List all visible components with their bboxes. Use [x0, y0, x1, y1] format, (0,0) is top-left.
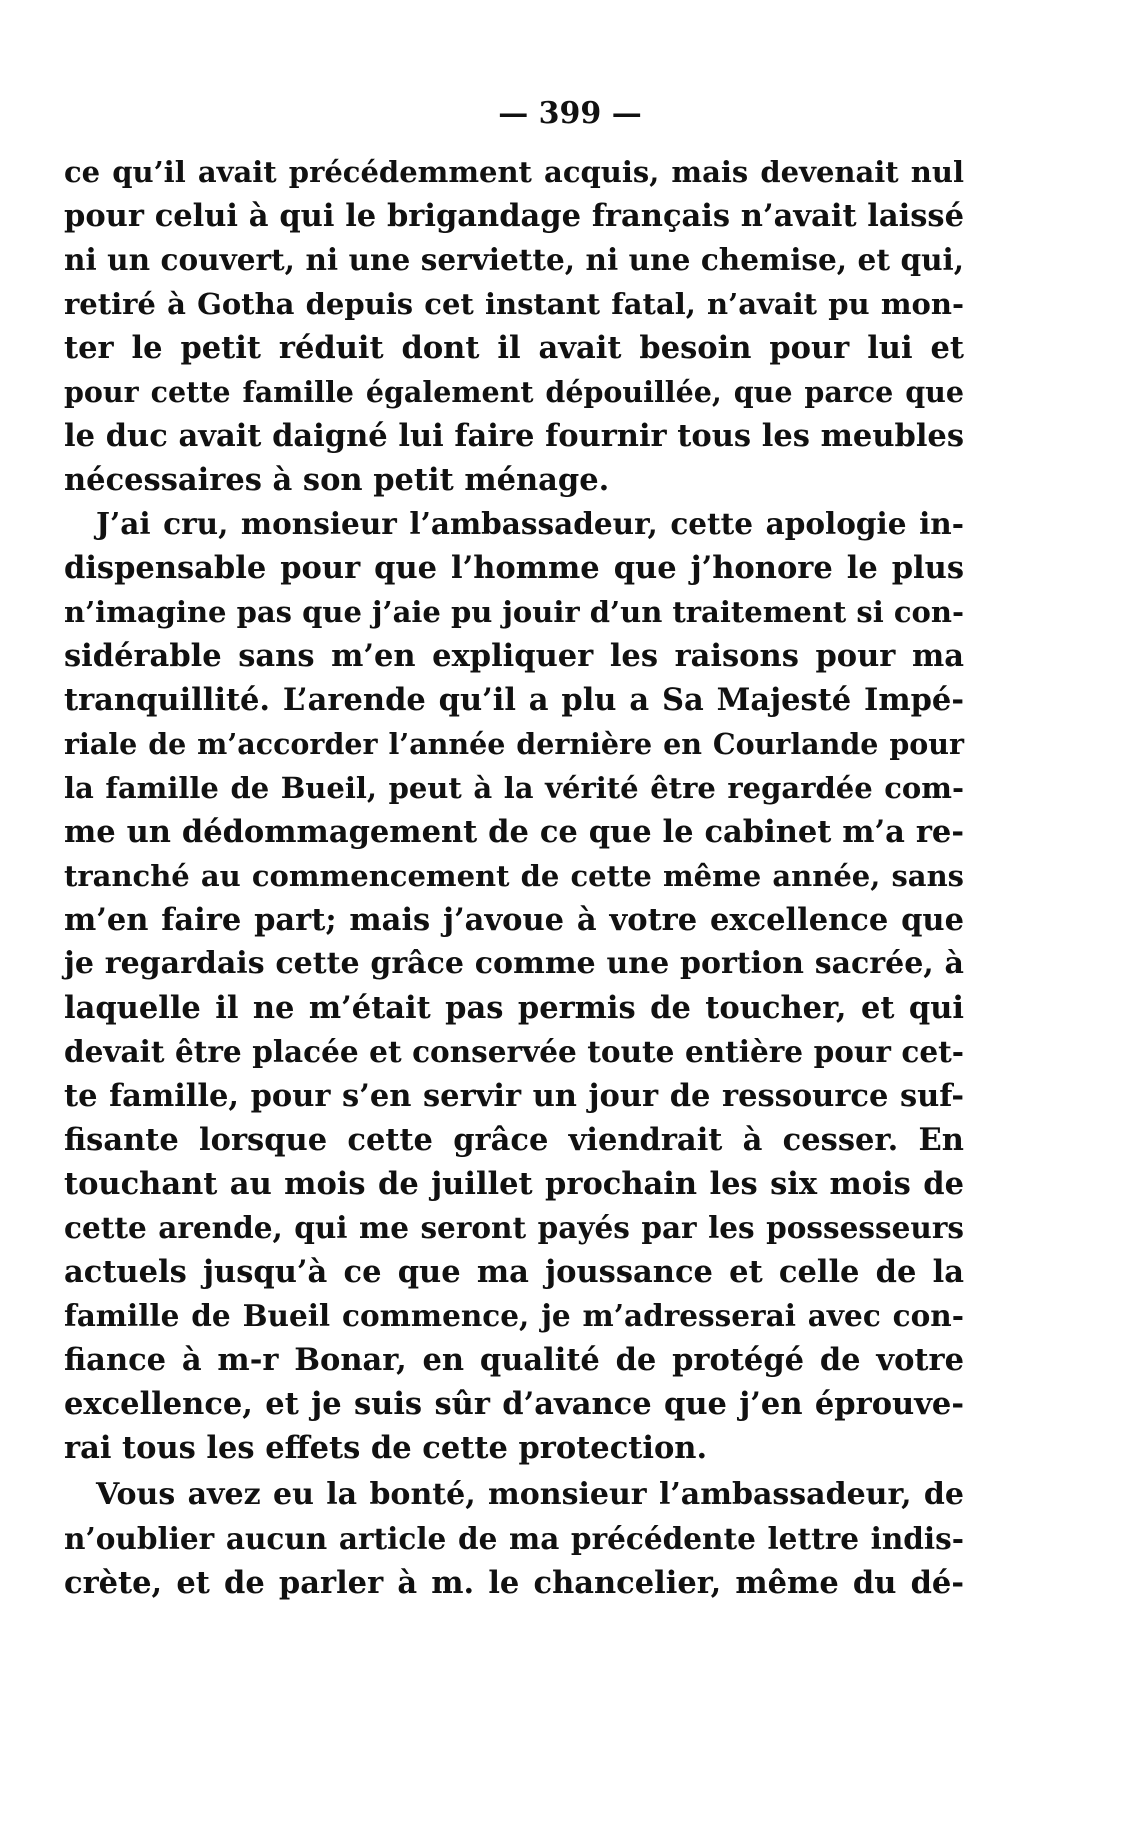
text-line: te famille, pour s’en servir un jour de ressource suf- — [64, 1078, 964, 1114]
text-line: actuels jusqu’à ce que ma joussance et celle de la — [64, 1254, 964, 1290]
text-line: je regardais cette grâce comme une portion sacrée, à — [64, 946, 964, 981]
text-line: le duc avait daigné lui faire fournir tous les meubles — [64, 418, 964, 454]
text-line: rai tous les effets de cette protection. — [64, 1430, 708, 1466]
text-line: ce qu’il avait précédemment acquis, mais devenait nul — [64, 155, 964, 189]
text-line: cette arende, qui me seront payés par les possesseurs — [64, 1210, 964, 1245]
text-line: devait être placée et conservée toute entière pour cet- — [64, 1034, 964, 1069]
text-line: laquelle il ne m’était pas permis de toucher, et qui — [64, 990, 964, 1026]
text-line: n’oublier aucun article de ma précédente lettre indis- — [64, 1521, 964, 1556]
paragraph-start-line: J’ai cru, monsieur l’ambassadeur, cette apologie in- — [96, 506, 964, 541]
text-line: dispensable pour que l’homme que j’honore le plus — [64, 550, 964, 586]
body-text — [64, 150, 964, 1605]
text-line: pour celui à qui le brigandage français n’avait laissé — [64, 198, 964, 234]
text-line: excellence, et je suis sûr d’avance que j’en éprouve- — [64, 1386, 964, 1422]
text-line: touchant au mois de juillet prochain les six mois de — [64, 1166, 964, 1202]
text-line: pour cette famille également dépouillée, que parce que — [64, 375, 964, 409]
text-line: me un dédommagement de ce que le cabinet m’a re- — [64, 814, 964, 850]
text-line: sidérable sans m’en expliquer les raisons pour ma — [64, 638, 964, 674]
text-line: tranquillité. L’arende qu’il a plu a Sa Majesté Impé- — [64, 682, 964, 718]
text-line: n’imagine pas que j’aie pu jouir d’un traitement si con- — [64, 595, 964, 629]
text-line: nécessaires à son petit ménage. — [64, 462, 610, 498]
text-line: fiance à m-r Bonar, en qualité de protégé de votre — [64, 1342, 964, 1378]
text-line: riale de m’accorder l’année dernière en Courlande pour — [64, 727, 964, 761]
page-number: — 399 — — [498, 96, 642, 131]
text-line: m’en faire part; mais j’avoue à votre excellence que — [64, 902, 964, 938]
text-line: crète, et de parler à m. le chancelier, même du dé- — [64, 1565, 964, 1601]
text-line: retiré à Gotha depuis cet instant fatal, n’avait pu mon- — [64, 287, 964, 321]
text-line: ter le petit réduit dont il avait besoin pour lui et — [64, 330, 964, 366]
text-line: ni un couvert, ni une serviette, ni une chemise, et qui, — [64, 242, 964, 277]
text-line: fisante lorsque cette grâce viendrait à cesser. En — [64, 1122, 964, 1158]
text-line: famille de Bueil commence, je m’adresserai avec con- — [64, 1298, 964, 1333]
paragraph-start-line: Vous avez eu la bonté, monsieur l’ambassadeur, de — [96, 1477, 964, 1512]
text-line: tranché au commencement de cette même année, sans — [64, 859, 964, 893]
text-line: la famille de Bueil, peut à la vérité être regardée com- — [64, 771, 964, 805]
